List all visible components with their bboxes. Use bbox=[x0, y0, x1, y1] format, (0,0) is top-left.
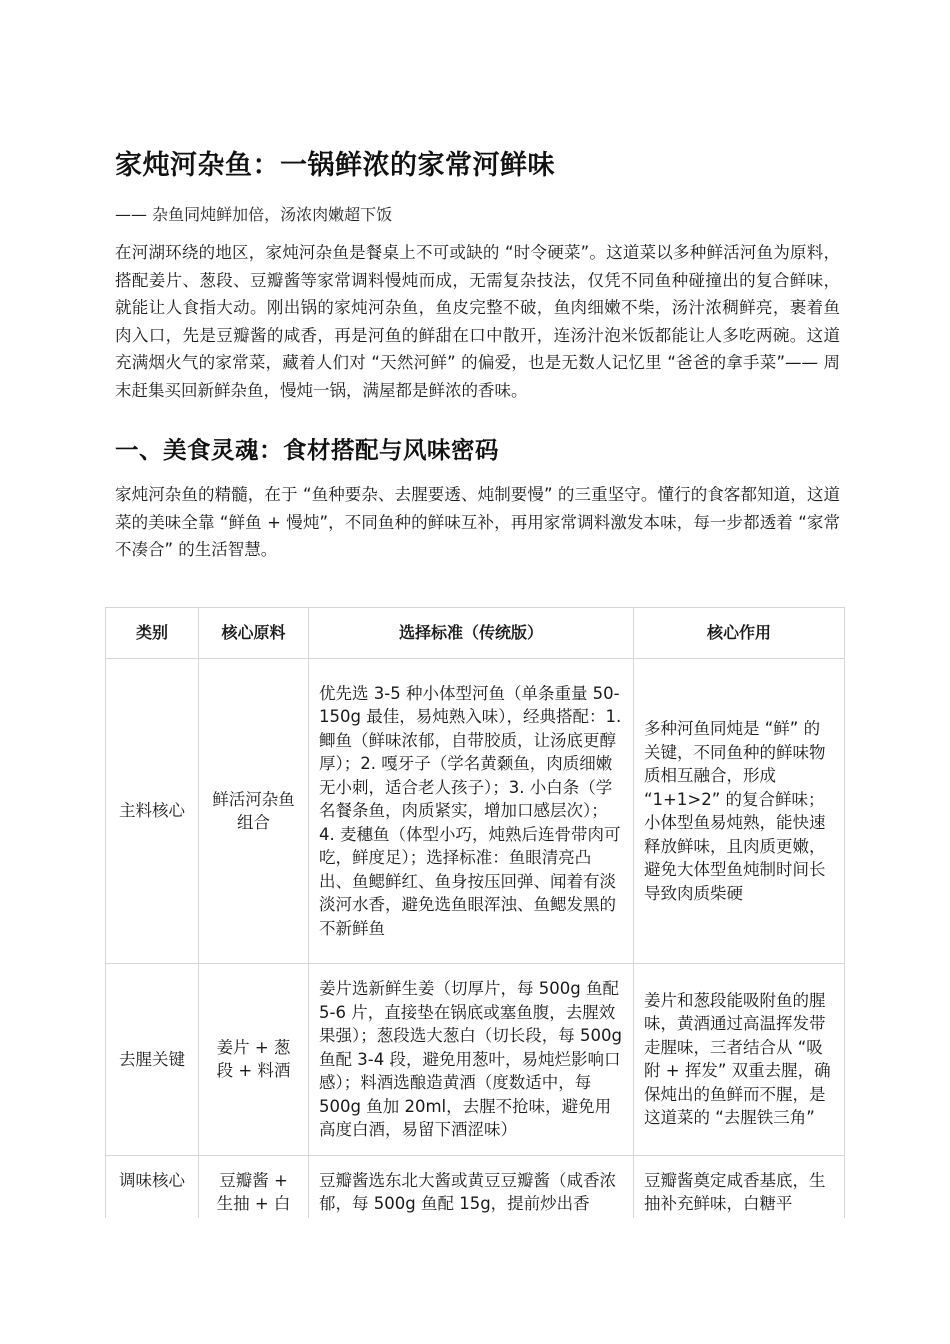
intro-paragraph: 在河湖环绕的地区，家炖河杂鱼是餐桌上不可或缺的 “时令硬菜”。这道菜以多种鲜活河鱼为原料，搭配姜片、葱段、豆瓣酱等家常调料慢炖而成，无需复杂技法，仅凭不同鱼种碰撞出的复合鲜味，就能让人食指大动。刚出锅的家炖河杂鱼，鱼皮完整不破，鱼肉细嫩不柴，汤汁浓稠鲜亮，裹着鱼肉入口，先是豆瓣酱的咸香，再是河鱼的鲜甜在口中散开，连汤汁泡米饭都能让人多吃两碗。这道充满烟火气的家常菜，藏着人们对 “天然河鲜” 的偏爱，也是无数人记忆里 “爸爸的拿手菜”—— 周末赶集买回新鲜杂鱼，慢炖一锅，满屋都是鲜浓的香味。 bbox=[115, 243, 841, 400]
cell-role: 多种河鱼同炖是 “鲜” 的关键，不同鱼种的鲜味物质相互融合，形成 “1+1>2” 的复合鲜味；小体型鱼易炖熟，能快速释放鲜味，且肉质更嫩，避免大体型鱼炖制时间长导致肉质柴硬 bbox=[634, 659, 845, 964]
page-title: 家炖河杂鱼：一锅鲜浓的家常河鲜味 bbox=[115, 150, 555, 181]
cell-ingredient: 豆瓣酱 + 生抽 + 白 bbox=[199, 1155, 309, 1218]
cell-category: 主料核心 bbox=[106, 659, 199, 964]
cell-ingredient: 姜片 + 葱段 + 料酒 bbox=[199, 964, 309, 1156]
cell-standard: 姜片选新鲜生姜（切厚片，每 500g 鱼配 5-6 片，直接垫在锅底或塞鱼腹，去腥效果强）；葱段选大葱白（切长段，每 500g 鱼配 3-4 段，避免用葱叶，易炖烂影响口感）；料酒选酿造黄酒（度数适中，每 500g 鱼加 20ml，去腥不抢味，避免用高度白酒，易留下酒涩味） bbox=[309, 964, 634, 1156]
cell-standard: 优先选 3-5 种小体型河鱼（单条重量 50-150g 最佳，易炖熟入味），经典搭配：1. 鲫鱼（鲜味浓郁，自带胶质，让汤底更醇厚）；2. 嘎牙子（学名黄颡鱼，肉质细嫩无小刺，适合老人孩子）；3. 小白条（学名餐条鱼，肉质紧实，增加口感层次）；4. 麦穗鱼（体型小巧，炖熟后连骨带肉可吃，鲜度足）；选择标准：鱼眼清亮凸出、鱼鳃鲜红、鱼身按压回弹、闻着有淡淡河水香，避免选鱼眼浑浊、鱼鳃发黑的不新鲜鱼 bbox=[309, 659, 634, 964]
table-row bbox=[106, 1155, 845, 1218]
ingredient-table bbox=[105, 607, 845, 1218]
cell-standard: 豆瓣酱选东北大酱或黄豆豆瓣酱（咸香浓郁，每 500g 鱼配 15g，提前炒出香 bbox=[309, 1155, 634, 1218]
table-header-row bbox=[106, 608, 845, 659]
header-role: 核心作用 bbox=[634, 608, 845, 659]
section-paragraph: 家炖河杂鱼的精髓，在于 “鱼种要杂、去腥要透、炖制要慢” 的三重坚守。懂行的食客都知道，这道菜的美味全靠 “鲜鱼 + 慢炖”，不同鱼种的鲜味互补，再用家常调料激发本味，每一步都透着 “家常不凑合” 的生活智慧。 bbox=[115, 485, 840, 559]
header-category: 类别 bbox=[106, 608, 199, 659]
table-row bbox=[106, 964, 845, 1156]
cell-ingredient: 鲜活河杂鱼组合 bbox=[199, 659, 309, 964]
cell-role: 姜片和葱段能吸附鱼的腥味，黄酒通过高温挥发带走腥味，三者结合从 “吸附 + 挥发” 双重去腥，确保炖出的鱼鲜而不腥，是这道菜的 “去腥铁三角” bbox=[634, 964, 845, 1156]
cell-role: 豆瓣酱奠定咸香基底，生抽补充鲜味，白糖平 bbox=[634, 1155, 845, 1218]
section-heading: 一、美食灵魂：食材搭配与风味密码 bbox=[115, 436, 499, 464]
cell-category: 调味核心 bbox=[106, 1155, 199, 1218]
header-ingredient: 核心原料 bbox=[199, 608, 309, 659]
cell-category: 去腥关键 bbox=[106, 964, 199, 1156]
header-standard: 选择标准（传统版） bbox=[309, 608, 634, 659]
table-row bbox=[106, 659, 845, 964]
ingredient-table-container bbox=[105, 607, 845, 1218]
page-subtitle: —— 杂鱼同炖鲜加倍，汤浓肉嫩超下饭 bbox=[115, 205, 393, 224]
